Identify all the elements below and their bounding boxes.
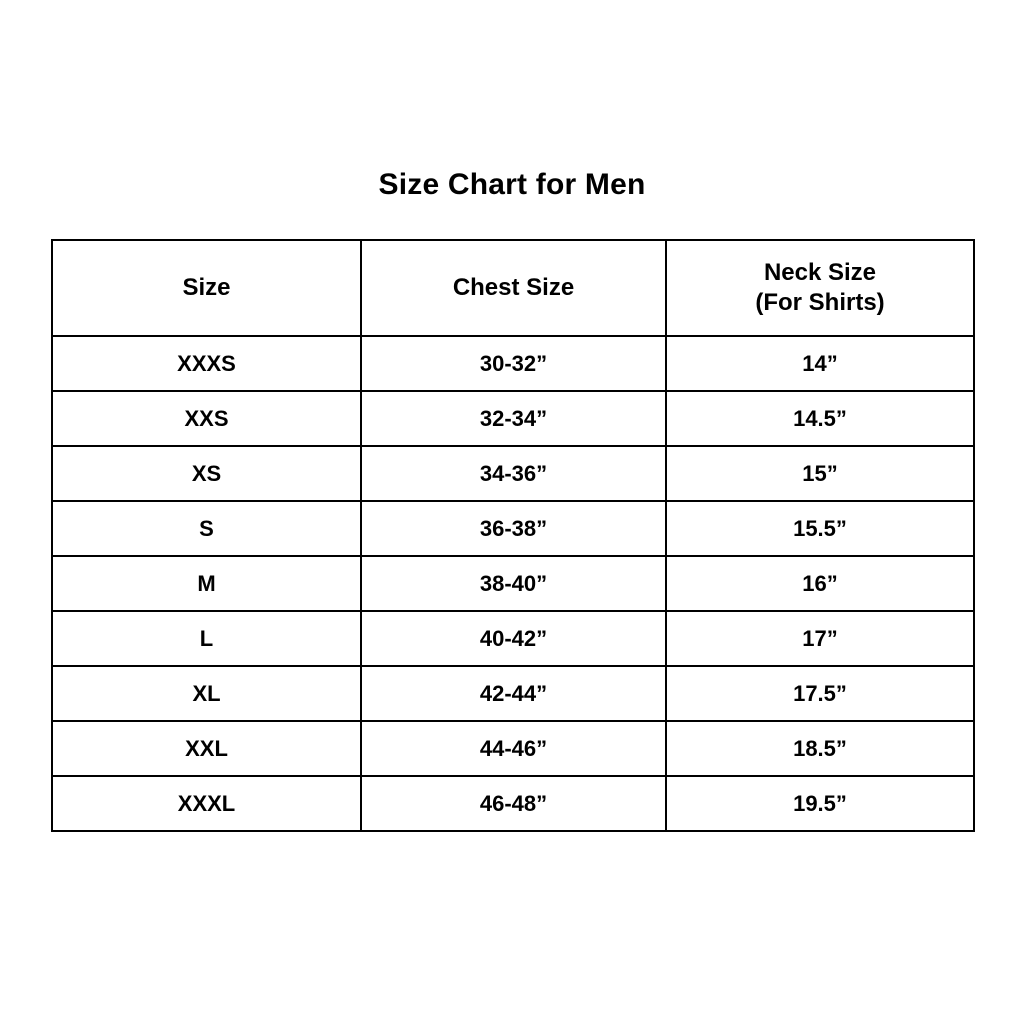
column-header-neck-size	[666, 240, 974, 336]
cell-chest-size: 44-46”	[361, 721, 666, 776]
cell-neck-size: 15.5”	[666, 501, 974, 556]
table-row	[52, 666, 974, 721]
column-header-chest-size-line1: Chest Size	[452, 274, 575, 301]
cell-neck-size: 14”	[666, 336, 974, 391]
cell-size: L	[52, 611, 361, 666]
table-row	[52, 611, 974, 666]
column-header-size	[52, 240, 361, 336]
cell-chest-size: 42-44”	[361, 666, 666, 721]
table-row	[52, 721, 974, 776]
cell-chest-size: 32-34”	[361, 391, 666, 446]
cell-size: S	[52, 501, 361, 556]
cell-size: XL	[52, 666, 361, 721]
cell-size: XS	[52, 446, 361, 501]
cell-chest-size: 38-40”	[361, 556, 666, 611]
table-row	[52, 501, 974, 556]
table-row	[52, 556, 974, 611]
column-header-size-line1: Size	[182, 274, 231, 301]
cell-neck-size: 18.5”	[666, 721, 974, 776]
page-title: Size Chart for Men	[378, 168, 646, 201]
cell-size: XXXL	[52, 776, 361, 831]
cell-neck-size: 17.5”	[666, 666, 974, 721]
cell-chest-size: 46-48”	[361, 776, 666, 831]
cell-neck-size: 15”	[666, 446, 974, 501]
table-row	[52, 446, 974, 501]
table-body	[52, 336, 974, 831]
cell-neck-size: 16”	[666, 556, 974, 611]
cell-chest-size: 36-38”	[361, 501, 666, 556]
table-row	[52, 391, 974, 446]
cell-chest-size: 40-42”	[361, 611, 666, 666]
cell-size: XXS	[52, 391, 361, 446]
column-header-neck-size-line1: Neck Size	[763, 259, 877, 286]
column-header-neck-size-line2: (For Shirts)	[755, 289, 885, 316]
column-header-chest-size	[361, 240, 666, 336]
table-row	[52, 776, 974, 831]
cell-size: M	[52, 556, 361, 611]
cell-neck-size: 17”	[666, 611, 974, 666]
cell-size: XXXS	[52, 336, 361, 391]
size-chart-table	[51, 239, 975, 832]
cell-chest-size: 30-32”	[361, 336, 666, 391]
table-header	[52, 240, 974, 336]
table-header-row	[52, 240, 974, 336]
cell-neck-size: 14.5”	[666, 391, 974, 446]
cell-neck-size: 19.5”	[666, 776, 974, 831]
cell-chest-size: 34-36”	[361, 446, 666, 501]
table-row	[52, 336, 974, 391]
cell-size: XXL	[52, 721, 361, 776]
